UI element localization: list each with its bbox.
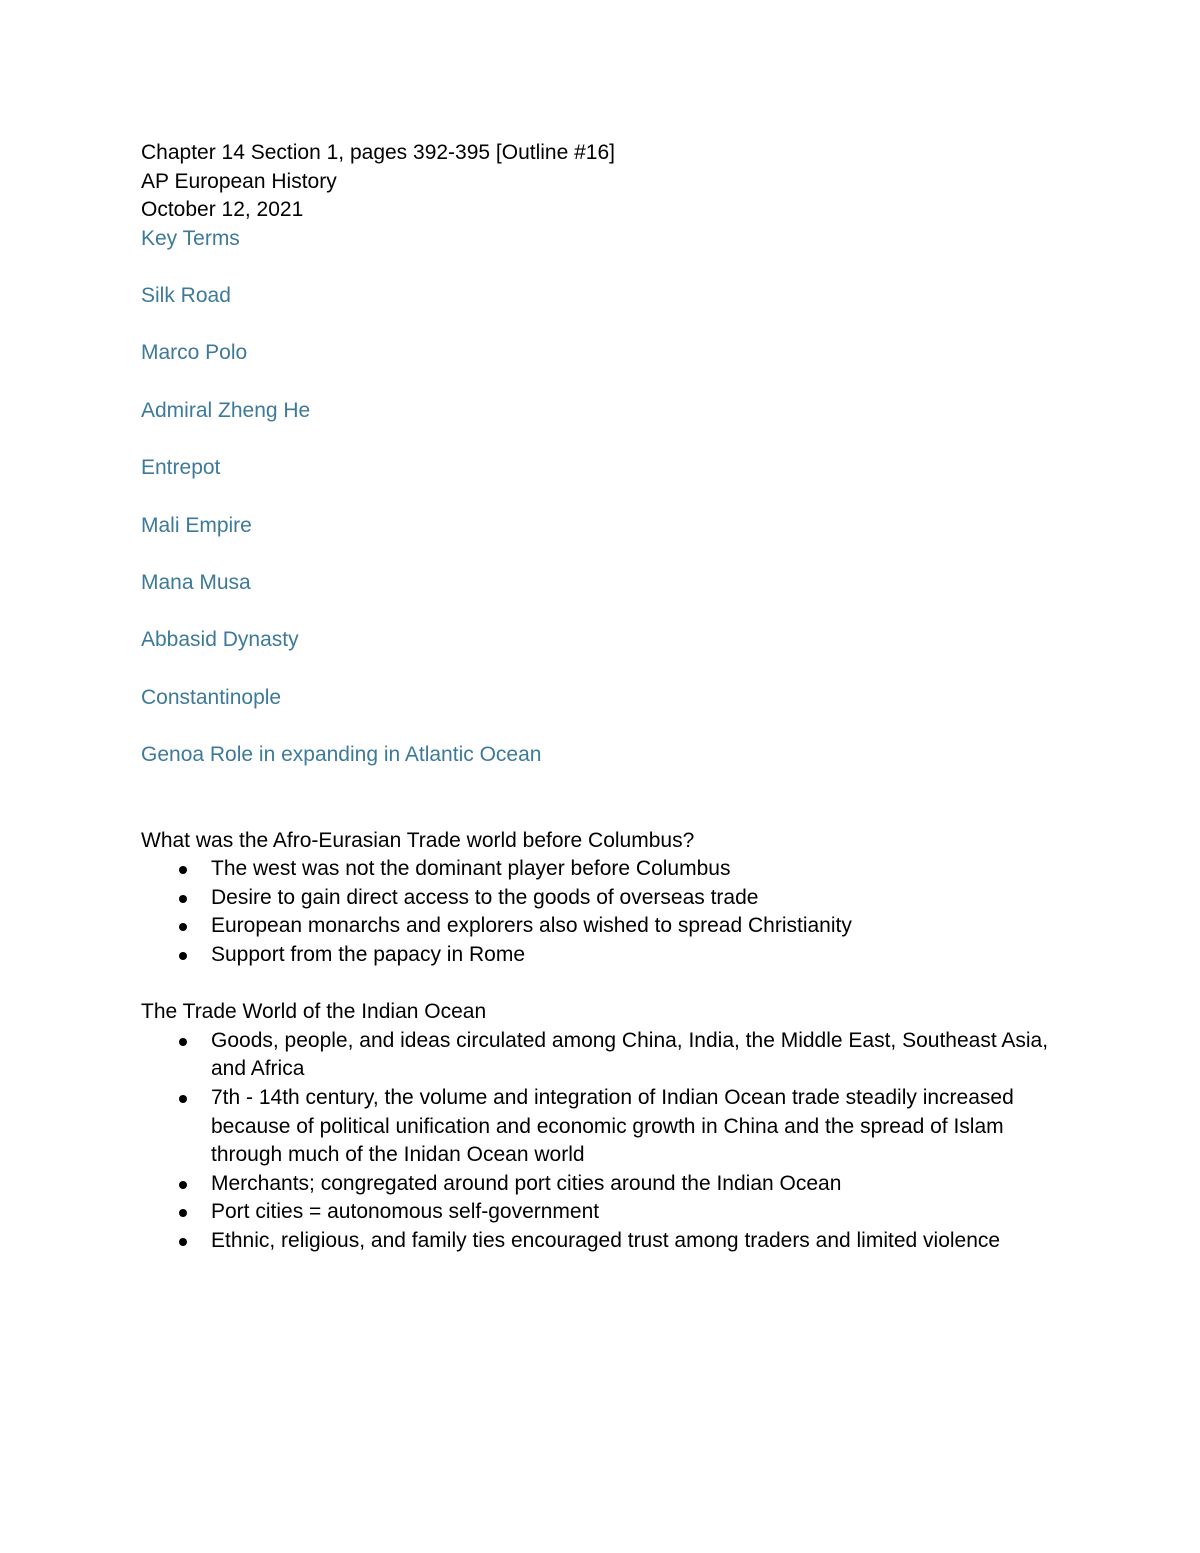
bullet-icon [179,1038,187,1046]
list-item [211,884,1061,913]
course-name: AP European History [141,169,337,193]
key-term: Entrepot [141,456,221,480]
bullet-icon [179,1238,187,1246]
bullet-icon [179,1181,187,1189]
key-terms-heading: Key Terms [141,226,240,250]
section-bullet-list [141,1027,1061,1256]
key-term: Admiral Zheng He [141,398,311,422]
list-item-text: European monarchs and explorers also wished to spread Christianity [211,914,852,938]
document-page [141,139,1061,1256]
bullet-icon [179,895,187,903]
list-item-text: Desire to gain direct access to the goods of overseas trade [211,885,759,909]
bullet-icon [179,866,187,874]
list-item [211,912,1061,941]
key-term: Marco Polo [141,341,248,365]
bullet-icon [179,1209,187,1217]
bullet-icon [179,923,187,931]
key-term: Constantinople [141,685,282,709]
key-term: Mana Musa [141,570,251,594]
list-item-text: Ethnic, religious, and family ties encouraged trust among traders and limited violence [211,1229,1001,1252]
spacer [141,253,1061,282]
key-term: Genoa Role in expanding in Atlantic Ocean [141,743,542,767]
list-item-text: Merchants; congregated around port cities around the Indian Ocean [211,1171,842,1195]
list-item-text: The west was not the dominant player before Columbus [211,857,731,881]
list-item-text: 7th - 14th century, the volume and integration of Indian Ocean trade steadily increased because of political unification and economic growth in China and the spread of Islam through much of the Inidan Ocean world [211,1086,1014,1167]
bullet-icon [179,952,187,960]
list-item [211,1198,1061,1227]
list-item-text: Support from the papacy in Rome [211,943,525,967]
list-item [211,1170,1061,1199]
key-term: Silk Road [141,283,231,307]
key-term: Abbasid Dynasty [141,628,299,652]
section-bullet-list [141,855,1061,969]
document-date: October 12, 2021 [141,198,304,222]
section-heading-afro-eurasian-trade: What was the Afro-Eurasian Trade world before Columbus? [141,828,695,852]
list-item [211,1227,1061,1256]
list-item-text: Port cities = autonomous self-government [211,1200,600,1224]
chapter-title: Chapter 14 Section 1, pages 392-395 [Outline #16] [141,141,615,164]
list-item-text: Goods, people, and ideas circulated among China, India, the Middle East, Southeast Asia, and Africa [211,1028,1049,1081]
section-heading-indian-ocean: The Trade World of the Indian Ocean [141,1000,487,1024]
list-item [211,941,1061,970]
key-terms-list [141,282,1061,770]
key-term: Mali Empire [141,513,252,537]
list-item [211,1027,1061,1084]
list-item [211,1084,1061,1170]
bullet-icon [179,1095,187,1103]
list-item [211,855,1061,884]
